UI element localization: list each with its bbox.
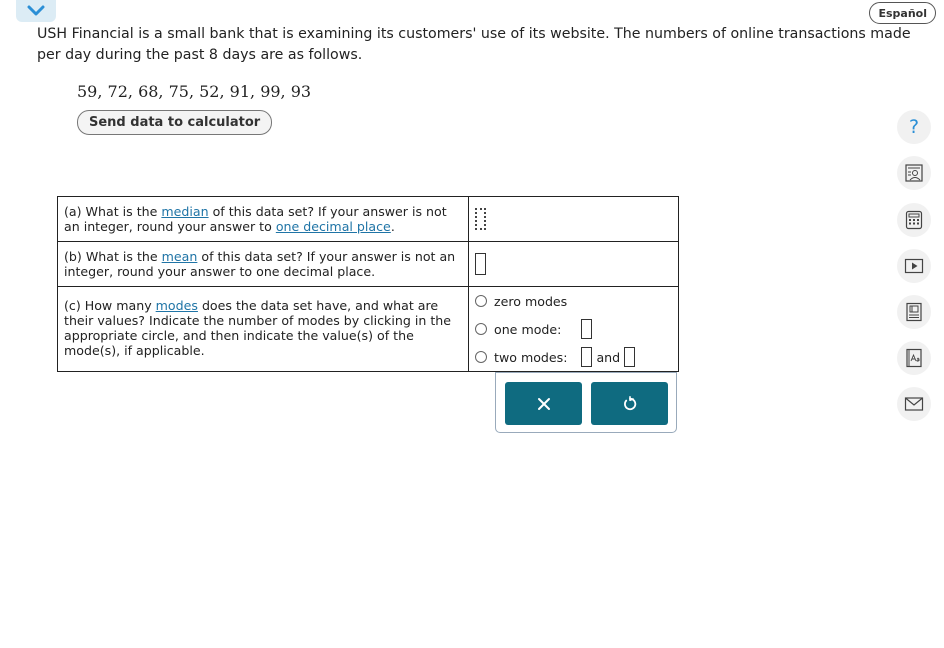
- part-b-row: [58, 242, 679, 287]
- part-a-text: (a) What is the: [64, 204, 162, 219]
- language-button[interactable]: Español: [869, 2, 936, 24]
- help-button[interactable]: [897, 110, 931, 144]
- calculator-icon: [905, 210, 923, 230]
- reference-icon: [904, 163, 924, 183]
- part-a-answer-cell: [469, 197, 679, 242]
- video-icon: [904, 258, 924, 274]
- one-mode-radio[interactable]: [475, 323, 487, 335]
- one-mode-label: one mode:: [494, 321, 562, 337]
- one-decimal-place-link[interactable]: one decimal place: [275, 219, 391, 234]
- part-c-answer-cell: [469, 287, 679, 372]
- mean-link[interactable]: mean: [161, 249, 198, 264]
- textbook-icon: [905, 302, 923, 322]
- question-table: [57, 196, 679, 372]
- email-icon: [904, 396, 924, 412]
- undo-icon: [622, 396, 638, 412]
- answer-action-panel: [495, 372, 677, 433]
- two-modes-option[interactable]: [475, 343, 672, 371]
- median-answer-input[interactable]: [475, 208, 486, 230]
- collapse-toggle-button[interactable]: [16, 0, 56, 22]
- one-mode-value-input[interactable]: [581, 319, 592, 339]
- median-link[interactable]: median: [161, 204, 209, 219]
- zero-modes-option[interactable]: [475, 287, 672, 315]
- part-b-answer-cell: [469, 242, 679, 287]
- glossary-icon: [905, 348, 923, 368]
- two-modes-value-2-input[interactable]: [624, 347, 635, 367]
- modes-link[interactable]: modes: [155, 298, 198, 313]
- part-a-row: [58, 197, 679, 242]
- reference-button[interactable]: [897, 156, 931, 190]
- video-button[interactable]: [897, 249, 931, 283]
- part-c-row: [58, 287, 679, 372]
- two-modes-radio[interactable]: [475, 351, 487, 363]
- part-a-question: [58, 197, 469, 242]
- reset-button[interactable]: [591, 382, 668, 425]
- mean-answer-input[interactable]: [475, 253, 486, 275]
- zero-modes-label: zero modes: [494, 293, 568, 309]
- data-values: 59, 72, 68, 75, 52, 91, 99, 93: [77, 82, 312, 101]
- two-modes-value-1-input[interactable]: [581, 347, 592, 367]
- two-modes-label: two modes:: [494, 349, 568, 365]
- chevron-down-icon: [27, 5, 45, 17]
- one-mode-option[interactable]: [475, 315, 672, 343]
- part-c-text: (c) How many: [64, 298, 156, 313]
- send-to-calculator-button[interactable]: Send data to calculator: [77, 110, 272, 135]
- part-c-question: [58, 287, 469, 372]
- question-intro: USH Financial is a small bank that is examining its customers' use of its website. The numbers of online transactions made per day during the past 8 days are as follows.: [37, 26, 911, 63]
- part-b-text: of this data set? If your answer is not an integer, round your answer to one decimal place.: [64, 249, 456, 279]
- and-label: and: [596, 349, 621, 365]
- part-c-text: does the data set have, and what are their values? Indicate the number of modes by clicking in the appropriate circle, and then indicate the value(s) of the mode(s), if applicable.: [64, 298, 451, 358]
- clear-button[interactable]: [505, 382, 582, 425]
- part-b-question: [58, 242, 469, 287]
- part-a-text: .: [390, 219, 395, 234]
- calculator-button[interactable]: [897, 203, 931, 237]
- part-a-text: of this data set? If your answer is not an integer, round your answer to: [64, 204, 447, 234]
- part-b-text: (b) What is the: [64, 249, 162, 264]
- zero-modes-radio[interactable]: [475, 295, 487, 307]
- email-button[interactable]: [897, 387, 931, 421]
- x-icon: [537, 397, 551, 411]
- textbook-button[interactable]: [897, 295, 931, 329]
- glossary-button[interactable]: [897, 341, 931, 375]
- help-icon: ?: [908, 116, 920, 138]
